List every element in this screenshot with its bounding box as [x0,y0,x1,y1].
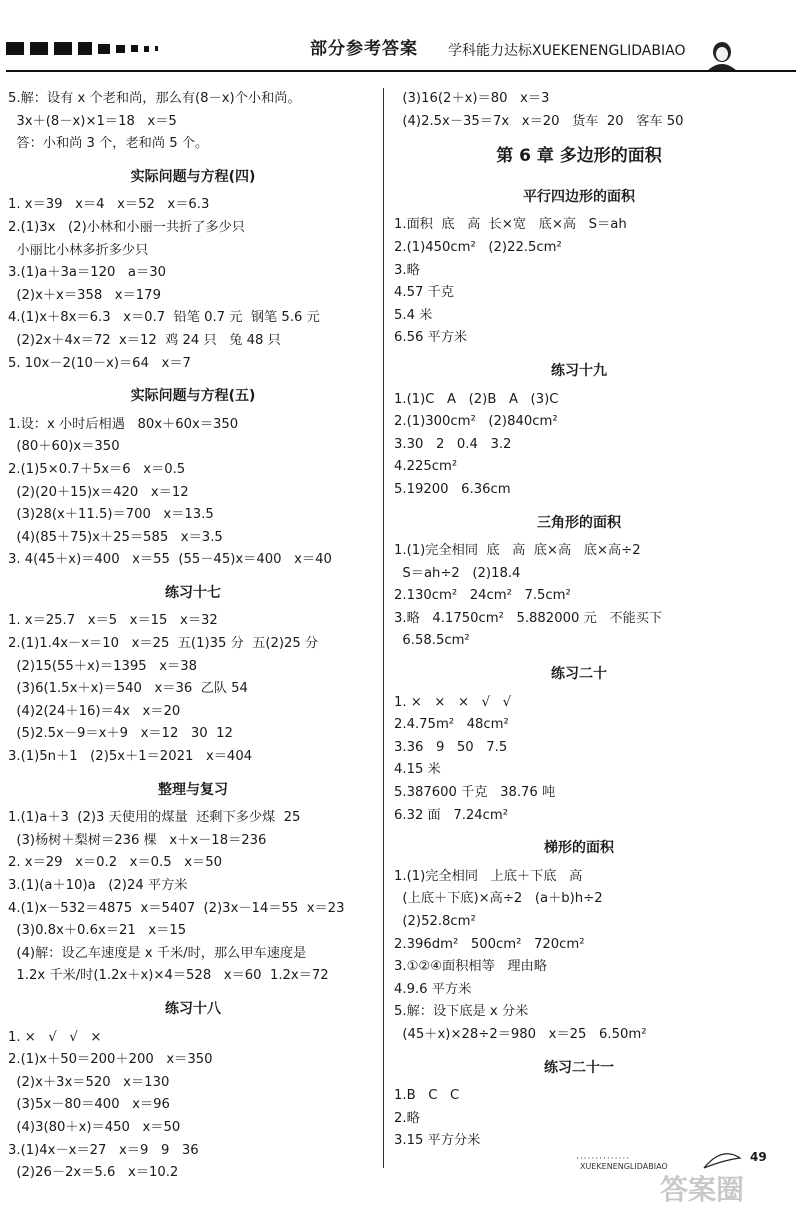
answer-block [8,610,378,768]
section-title: 练习十七 [165,584,221,601]
answer-line: 2. x＝29 x＝0.2 x＝0.5 x＝50 [8,855,222,871]
answer-line: 6.32 面 7.24cm² [394,807,509,823]
answer-line: (2)26－2x＝5.6 x＝10.2 [8,1165,179,1181]
header-title: 部分参考答案 [310,39,418,59]
answer-line: 5.解：设下底是 x 分米 [394,1004,529,1020]
section-title: 平行四边形的面积 [523,188,635,205]
watermark: 答案圈 [660,1173,745,1206]
answer-line: (上底＋下底)×高÷2 (a＋b)h÷2 [394,891,603,907]
answer-line: 2.(1)1.4x－x＝10 x＝25 五(1)35 分 五(2)25 分 [8,636,319,652]
answer-line: 3.略 [394,262,420,278]
answer-block [394,540,764,653]
left-column [8,88,378,1185]
page-number: 49 [750,1150,767,1164]
answer-line: 1.(1)完全相同 上底＋下底 高 [394,868,583,884]
header-rule [6,70,796,72]
answer-line: (2)x＋3x＝520 x＝130 [8,1074,170,1090]
answer-line: (3)5x－80＝400 x＝96 [8,1097,170,1113]
answer-line: (2)(20＋15)x＝420 x＝12 [8,484,189,500]
answer-line: 2.(1)5×0.7＋5x＝6 x＝0.5 [8,461,186,477]
answer-block [8,1027,378,1185]
section-title: 练习二十 [551,666,607,683]
student-illustration-icon [700,38,740,72]
answer-line: (4)解：设乙车速度是 x 千米/时，那么甲车速度是 [8,945,307,961]
answer-line: 5.19200 6.36cm [394,481,511,497]
answer-line: (2)52.8cm² [394,914,476,929]
answer-line: 2.(1)x＋50＝200＋200 x＝350 [8,1052,213,1068]
answer-line: 1.(1)完全相同 底 高 底×高 底×高÷2 [394,543,641,559]
answer-line: 3.(1)4x－x＝27 x＝9 9 36 [8,1142,199,1158]
answer-line: (4)2.5x－35＝7x x＝20 货车 20 客车 50 [394,113,684,129]
answer-block [394,692,764,828]
column-divider [383,88,384,1168]
answer-block-intro [394,88,764,133]
answer-line: 4.15 米 [394,762,441,778]
answer-line: 3.30 2 0.4 3.2 [394,436,512,452]
answer-block [8,194,378,375]
answer-line: 2.130cm² 24cm² 7.5cm² [394,588,571,604]
answer-line: (2)2x＋4x＝72 x＝12 鸡 24 只 兔 48 只 [8,332,281,348]
footer-dots: ·············· [576,1154,631,1164]
answer-line: 2.4.75m² 48cm² [394,717,509,733]
answer-block [394,866,764,1047]
answer-line: (4)3(80＋x)＝450 x＝50 [8,1119,181,1135]
section-title: 练习十九 [551,362,607,379]
answer-block [394,389,764,502]
section-title: 三角形的面积 [537,514,621,531]
section-title: 实际问题与方程(五) [130,388,256,405]
answer-line: S＝ah÷2 (2)18.4 [394,565,521,581]
footer-brand-text: XUEKENENGLIDABIAO [580,1162,668,1171]
answer-line: 4.57 千克 [394,285,454,301]
answer-line: 3.15 平方分米 [394,1133,481,1149]
section-title: 练习十八 [165,1000,221,1017]
answer-line: (4)2(24＋16)＝4x x＝20 [8,703,181,719]
chapter-title: 第 6 章 多边形的面积 [496,146,662,167]
page-header [0,34,808,82]
answer-line: (3)16(2＋x)＝80 x＝3 [394,91,550,106]
answer-line: 3.(1)5n＋1 (2)5x＋1＝2021 x＝404 [8,749,253,765]
answer-line: 3.①②④面积相等 理由略 [394,959,547,975]
answer-line: 5.解：设有 x 个老和尚，那么有(8－x)个小和尚。 [8,91,301,106]
answer-line: 1.2x 千米/时(1.2x＋x)×4＝528 x＝60 1.2x＝72 [8,968,329,984]
answer-line: 5.4 米 [394,307,433,323]
answer-line: 1.设：x 小时后相遇 80x＋60x＝350 [8,416,239,432]
answer-line: 6.58.5cm² [394,633,470,649]
answer-line: 1.面积 底 高 长×宽 底×高 S＝ah [394,217,627,233]
answer-line: (5)2.5x－9＝x＋9 x＝12 30 12 [8,726,233,742]
answer-block-intro [8,88,378,156]
answer-line: 3. 4(45＋x)＝400 x＝55 (55－45)x＝400 x＝40 [8,552,332,568]
answer-line: 3.(1)a＋3a＝120 a＝30 [8,265,166,281]
answer-line: 4.(1)x＋8x＝6.3 x＝0.7 铅笔 0.7 元 钢笔 5.6 元 [8,310,320,326]
answer-line: (3)杨树＋梨树＝236 棵 x＋x－18＝236 [8,832,267,848]
answer-line: (3)6(1.5x＋x)＝540 x＝36 乙队 54 [8,681,248,697]
answer-line: 3.略 4.1750cm² 5.882000 元 不能买下 [394,610,663,626]
answer-line: 6.56 平方米 [394,330,468,346]
answer-line: (80＋60)x＝350 [8,439,120,455]
section-title: 练习二十一 [544,1059,614,1076]
answer-line: 3x＋(8－x)×1＝18 x＝5 [8,113,177,129]
answer-block [8,414,378,572]
answer-line: 2.略 [394,1110,420,1126]
answer-line: 5.387600 千克 38.76 吨 [394,785,556,801]
right-column [394,88,764,1153]
answer-line: 4.225cm² [394,459,458,475]
answer-block [394,1085,764,1153]
answer-line: (3)28(x＋11.5)＝700 x＝13.5 [8,507,214,523]
answer-line: 小丽比小林多折多少只 [8,242,149,258]
answer-block [8,807,378,988]
header-subtitle: 学科能力达标XUEKENENGLIDABIAO [448,43,686,59]
answer-line: (3)0.8x＋0.6x＝21 x＝15 [8,923,187,939]
answer-block [394,214,764,350]
answer-line: 2.396dm² 500cm² 720cm² [394,936,585,952]
answer-line: 1. × × × √ √ [394,694,512,710]
answer-line: 答：小和尚 3 个，老和尚 5 个。 [8,136,209,152]
answer-line: 2.(1)300cm² (2)840cm² [394,414,558,430]
answer-line: 1. x＝39 x＝4 x＝52 x＝6.3 [8,197,210,213]
answer-line: 3.(1)(a＋10)a (2)24 平方米 [8,878,188,893]
section-title: 梯形的面积 [544,840,614,857]
answer-line: 2.(1)450cm² (2)22.5cm² [394,239,562,255]
answer-line: 5. 10x－2(10－x)＝64 x＝7 [8,355,191,371]
answer-line: 1. × √ √ × [8,1029,102,1045]
answer-line: 1.(1)C A (2)B A (3)C [394,391,559,407]
answer-line: 1. x＝25.7 x＝5 x＝15 x＝32 [8,613,218,629]
answer-line: 4.9.6 平方米 [394,981,472,997]
answer-line: 3.36 9 50 7.5 [394,739,508,755]
answer-line: (2)x＋x＝358 x＝179 [8,287,161,303]
answer-line: 1.(1)a＋3 (2)3 天使用的煤量 还剩下多少煤 25 [8,810,301,826]
section-title: 实际问题与方程(四) [130,168,256,185]
answer-line: 4.(1)x－532＝4875 x＝5407 (2)3x－14＝55 x＝23 [8,900,345,916]
answer-line: 2.(1)3x (2)小林和小丽一共折了多少只 [8,219,245,235]
header-pattern [6,42,158,55]
answer-line: (4)(85＋75)x＋25＝585 x＝3.5 [8,529,223,545]
section-title: 整理与复习 [158,781,228,798]
answer-line: (45＋x)×28÷2＝980 x＝25 6.50m² [394,1026,647,1042]
answer-line: 1.B C C [394,1088,460,1104]
answer-line: (2)15(55＋x)＝1395 x＝38 [8,658,198,674]
